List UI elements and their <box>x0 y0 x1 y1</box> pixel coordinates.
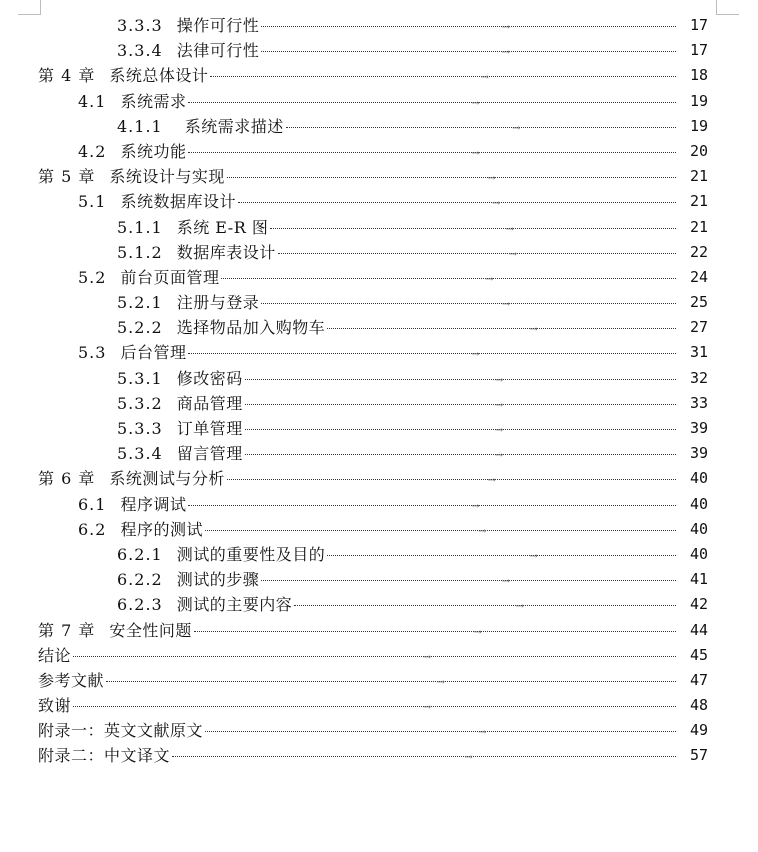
toc-entry-title: 系统测试与分析 <box>109 469 225 489</box>
toc-entry-number: 4.1.1 <box>117 116 163 136</box>
toc-entry-title: 测试的步骤 <box>176 570 260 590</box>
toc-entry-page-number: 40 <box>689 469 708 488</box>
toc-entry-page-number: 40 <box>689 519 708 538</box>
toc-entry-number: 5.1.2 <box>117 242 163 262</box>
toc-entry-page-number: 17 <box>689 41 708 60</box>
toc-entry-title: 法律可行性 <box>176 41 260 61</box>
toc-entry-number: 6.2.1 <box>117 544 163 564</box>
toc-entry-number: 5.3 <box>78 343 107 363</box>
toc-dot-leader <box>238 198 676 210</box>
toc-entry[interactable] <box>0 366 758 391</box>
toc-entry-title: 系统总体设计 <box>109 66 209 86</box>
toc-entry-page-number: 17 <box>689 16 708 34</box>
toc-entry[interactable] <box>0 114 758 139</box>
toc-entry-number: 第 6 章 <box>38 469 96 489</box>
toc-entry[interactable] <box>0 542 758 567</box>
toc-entry-title: 选择物品加入购物车 <box>176 318 326 338</box>
tab-arrow-icon: → <box>480 72 489 84</box>
toc-dot-leader <box>261 22 676 33</box>
toc-entry[interactable] <box>0 492 758 517</box>
toc-entry-page-number: 33 <box>689 393 708 412</box>
toc-entry-title: 数据库表设计 <box>176 242 276 262</box>
toc-dot-leader <box>286 122 676 134</box>
toc-entry-title: 系统设计与实现 <box>109 167 225 187</box>
toc-entry-title: 附录二：中文译文 <box>38 746 171 766</box>
tab-arrow-icon: → <box>529 324 538 336</box>
toc-entry-page-number: 27 <box>689 318 708 337</box>
toc-entry-page-number: 31 <box>689 343 708 362</box>
tab-arrow-icon: → <box>473 626 482 638</box>
toc-entry-page-number: 44 <box>689 620 708 639</box>
toc-entry[interactable] <box>0 340 758 365</box>
tab-arrow-icon: → <box>464 752 473 764</box>
toc-entry-title: 前台页面管理 <box>120 267 220 287</box>
toc-entry[interactable] <box>0 618 758 643</box>
toc-entry[interactable] <box>0 567 758 592</box>
tab-arrow-icon: → <box>487 173 496 185</box>
toc-entry-page-number: 49 <box>689 721 708 740</box>
toc-entry-number: 第 7 章 <box>38 620 96 640</box>
toc-entry-title: 系统 E-R 图 <box>176 217 269 237</box>
toc-entry-number: 5.3.3 <box>117 419 163 438</box>
toc-entry-number: 5.3.4 <box>117 444 163 464</box>
toc-entry-title: 致谢 <box>38 696 72 716</box>
tab-arrow-icon: → <box>422 702 432 714</box>
toc-entry-number: 6.2.3 <box>117 595 163 615</box>
toc-entry-title: 系统数据库设计 <box>120 192 236 212</box>
toc-dot-leader <box>205 727 676 739</box>
toc-entry-title: 系统需求描述 <box>184 116 284 136</box>
tab-arrow-icon: → <box>515 601 525 613</box>
tab-arrow-icon: → <box>478 727 487 739</box>
toc-dot-leader <box>327 550 676 562</box>
toc-entry[interactable] <box>0 63 758 88</box>
toc-entry[interactable] <box>0 13 758 38</box>
tab-arrow-icon: → <box>471 97 480 109</box>
toc-entry-title: 结论 <box>38 645 72 665</box>
toc-entry-title: 安全性问题 <box>109 620 192 640</box>
toc-dot-leader <box>210 72 676 84</box>
toc-entry-page-number: 20 <box>689 141 708 160</box>
toc-entry-title: 系统需求 <box>120 91 187 111</box>
tab-arrow-icon: → <box>478 525 487 537</box>
toc-dot-leader <box>245 399 676 411</box>
toc-dot-leader <box>188 97 676 109</box>
toc-entry-page-number: 19 <box>689 91 708 110</box>
tab-arrow-icon: → <box>501 22 511 33</box>
toc-entry-number: 4.2 <box>78 141 107 161</box>
toc-entry-number: 5.2 <box>78 267 107 287</box>
toc-entry-title: 修改密码 <box>176 368 243 388</box>
tab-arrow-icon: → <box>494 374 504 386</box>
toc-entry-title: 程序的测试 <box>120 519 203 539</box>
tab-arrow-icon: → <box>471 349 480 361</box>
toc-entry[interactable] <box>0 668 758 693</box>
toc-entry-page-number: 21 <box>689 192 708 211</box>
tab-arrow-icon: → <box>501 47 511 59</box>
toc-entry-number: 4.1 <box>78 91 107 111</box>
toc-entry[interactable] <box>0 240 758 265</box>
toc-dot-leader <box>261 47 676 59</box>
toc-dot-leader <box>194 626 676 638</box>
toc-entry-page-number: 40 <box>689 544 708 563</box>
toc-dot-leader <box>270 223 676 235</box>
toc-entry[interactable] <box>0 466 758 491</box>
toc-entry-page-number: 24 <box>689 267 708 286</box>
toc-entry[interactable] <box>0 189 758 214</box>
toc-entry-page-number: 39 <box>689 444 708 463</box>
toc-entry-page-number: 45 <box>689 645 708 664</box>
toc-dot-leader <box>227 475 676 487</box>
toc-entry[interactable] <box>0 743 758 768</box>
toc-entry-number: 3.3.4 <box>117 41 163 61</box>
toc-dot-leader <box>245 425 676 436</box>
toc-dot-leader <box>205 525 676 537</box>
toc-entry-title: 操作可行性 <box>176 16 260 35</box>
toc-entry-title: 留言管理 <box>176 444 243 464</box>
toc-dot-leader <box>188 147 676 159</box>
tab-arrow-icon: → <box>501 576 511 588</box>
toc-entry-number: 6.2 <box>78 519 107 539</box>
toc-entry-page-number: 21 <box>689 167 708 186</box>
toc-entry-page-number: 32 <box>689 368 708 387</box>
toc-dot-leader <box>227 173 676 185</box>
toc-entry-page-number: 25 <box>689 293 708 312</box>
toc-entry-title: 附录一：英文文献原文 <box>38 721 204 741</box>
toc-dot-leader <box>261 576 676 588</box>
toc-entry-number: 5.3.1 <box>117 368 163 388</box>
toc-entry-page-number: 18 <box>689 66 708 85</box>
tab-arrow-icon: → <box>471 147 480 159</box>
toc-entry-title: 程序调试 <box>120 494 187 514</box>
toc-entry-page-number: 47 <box>689 670 708 689</box>
toc-entry-page-number: 48 <box>689 696 708 715</box>
toc-dot-leader <box>188 349 676 361</box>
toc-entry[interactable] <box>0 215 758 240</box>
toc-dot-leader <box>188 500 676 512</box>
toc-entry-number: 5.2.1 <box>117 293 163 313</box>
tab-arrow-icon: → <box>471 500 480 512</box>
toc-dot-leader <box>106 676 676 688</box>
toc-entry[interactable] <box>0 592 758 617</box>
toc-entry[interactable] <box>0 139 758 164</box>
toc-dot-leader <box>294 601 676 613</box>
tab-arrow-icon: → <box>501 299 511 311</box>
toc-entry-page-number: 41 <box>689 570 708 589</box>
toc-entry[interactable] <box>0 89 758 114</box>
toc-entry-title: 订单管理 <box>176 419 243 438</box>
toc-entry-title: 参考文献 <box>38 670 105 690</box>
toc-entry-page-number: 39 <box>689 419 708 437</box>
toc-entry-title: 商品管理 <box>176 393 243 413</box>
toc-dot-leader <box>327 324 676 336</box>
toc-entry-title: 后台管理 <box>120 343 187 363</box>
toc-entry[interactable] <box>0 265 758 290</box>
toc-entry[interactable] <box>0 441 758 466</box>
table-of-contents <box>0 13 758 769</box>
toc-dot-leader <box>73 651 676 663</box>
toc-entry-number: 第 5 章 <box>38 167 96 187</box>
toc-entry[interactable] <box>0 391 758 416</box>
tab-arrow-icon: → <box>422 651 432 663</box>
toc-dot-leader <box>245 450 676 462</box>
toc-dot-leader <box>221 273 676 285</box>
toc-entry[interactable] <box>0 693 758 718</box>
toc-entry-title: 注册与登录 <box>176 293 260 313</box>
tab-arrow-icon: → <box>505 223 514 235</box>
toc-entry[interactable] <box>0 164 758 189</box>
toc-entry-page-number: 22 <box>689 242 708 261</box>
toc-dot-leader <box>278 248 676 260</box>
toc-entry-page-number: 57 <box>689 746 708 765</box>
tab-arrow-icon: → <box>436 676 445 688</box>
toc-entry[interactable] <box>0 416 758 441</box>
toc-dot-leader <box>73 702 676 714</box>
tab-arrow-icon: → <box>494 450 504 462</box>
toc-entry[interactable] <box>0 517 758 542</box>
toc-entry-number: 5.1.1 <box>117 217 163 237</box>
toc-entry-number: 5.3.2 <box>117 393 163 413</box>
toc-dot-leader <box>245 374 676 386</box>
toc-dot-leader <box>172 752 676 764</box>
tab-arrow-icon: → <box>492 198 501 210</box>
toc-entry-number: 第 4 章 <box>38 66 96 86</box>
toc-entry-title: 系统功能 <box>120 141 187 161</box>
toc-entry-title: 测试的重要性及目的 <box>176 544 326 564</box>
tab-arrow-icon: → <box>508 248 518 260</box>
toc-entry-number: 5.2.2 <box>117 318 163 338</box>
tab-arrow-icon: → <box>487 475 496 487</box>
toc-entry[interactable] <box>0 315 758 340</box>
tab-arrow-icon: → <box>512 122 521 134</box>
tab-arrow-icon: → <box>485 273 494 285</box>
tab-arrow-icon: → <box>529 550 538 562</box>
toc-entry-number: 6.2.2 <box>117 570 163 590</box>
toc-entry-number: 6.1 <box>78 494 107 514</box>
toc-entry-number: 5.1 <box>78 192 107 212</box>
toc-entry-page-number: 42 <box>689 595 708 614</box>
toc-entry-title: 测试的主要内容 <box>176 595 293 615</box>
toc-entry-page-number: 21 <box>689 217 708 236</box>
tab-arrow-icon: → <box>494 399 504 411</box>
toc-dot-leader <box>261 299 676 311</box>
toc-entry[interactable] <box>0 290 758 315</box>
toc-entry[interactable] <box>0 718 758 743</box>
toc-entry[interactable] <box>0 643 758 668</box>
tab-arrow-icon: → <box>494 425 504 436</box>
toc-entry-number: 3.3.3 <box>117 16 163 35</box>
toc-entry-page-number: 19 <box>689 116 708 135</box>
toc-entry[interactable] <box>0 38 758 63</box>
toc-entry-page-number: 40 <box>689 494 708 513</box>
